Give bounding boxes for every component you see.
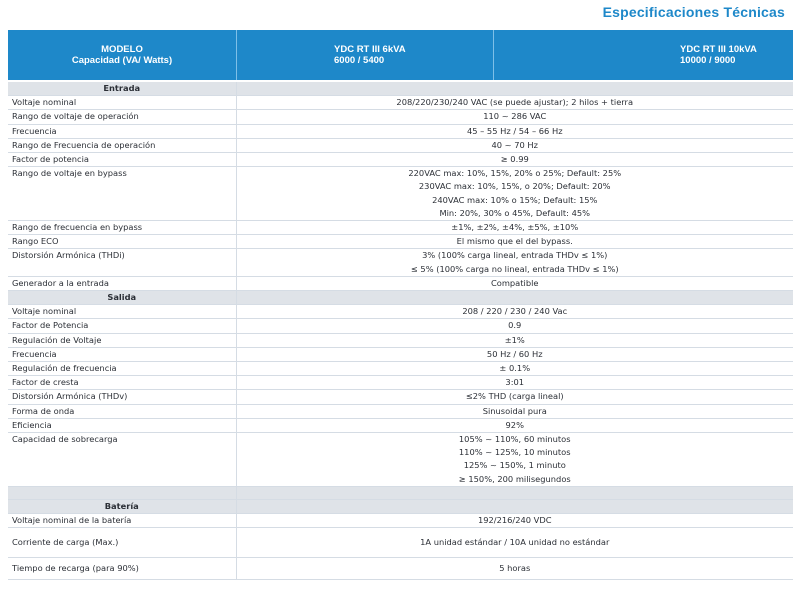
spec-value-line: ≥ 0.99 — [500, 154, 529, 165]
spec-label: Regulación de frecuencia — [8, 362, 236, 376]
table-row — [8, 433, 793, 487]
spec-value — [236, 249, 793, 276]
spec-value-line: ≤ 5% (100% carga no lineal, entrada THDv ≤ 1%) — [410, 263, 619, 274]
spec-value-line: 125% ~ 150%, 1 minuto — [463, 460, 566, 471]
spec-label: Voltaje nominal — [8, 96, 236, 110]
header-6kva-model: YDC RT III 6kVA — [334, 44, 406, 55]
spec-label: Capacidad de sobrecarga — [8, 433, 236, 487]
spec-label: Tiempo de recarga (para 90%) — [8, 558, 236, 580]
spec-value-line: 110% ~ 125%, 10 minutos — [458, 447, 571, 458]
spec-value-line: 40 ~ 70 Hz — [491, 139, 539, 150]
table-row — [8, 514, 793, 528]
spec-value — [236, 333, 793, 347]
spec-value-line: 110 ~ 286 VAC — [483, 111, 547, 122]
spec-value-line: 192/216/240 VDC — [477, 515, 552, 526]
table-row — [8, 235, 793, 249]
spec-label: Rango de voltaje de operación — [8, 110, 236, 124]
header-10kva-model: YDC RT III 10kVA — [680, 44, 757, 55]
table-row — [8, 362, 793, 376]
spec-label: Factor de cresta — [8, 376, 236, 390]
header-10kva-capacity: 10000 / 9000 — [680, 55, 736, 66]
spec-value — [236, 404, 793, 418]
header-10kva-cell — [493, 30, 793, 80]
spec-value — [236, 110, 793, 124]
table-row — [8, 153, 793, 167]
table-row — [8, 418, 793, 432]
table-row — [8, 528, 793, 558]
table-row — [8, 96, 793, 110]
spec-value — [236, 276, 793, 290]
spec-label: Rango de voltaje en bypass — [8, 167, 236, 221]
spec-value-line: Compatible — [490, 277, 539, 288]
spec-label: Eficiencia — [8, 418, 236, 432]
spec-label: Distorsión Armónica (THDv) — [8, 390, 236, 404]
spec-value — [236, 167, 793, 221]
spec-value-line: 3:01 — [505, 377, 525, 388]
spec-label: Factor de Potencia — [8, 319, 236, 333]
spec-label: Regulación de Voltaje — [8, 333, 236, 347]
spec-value — [236, 558, 793, 580]
table-row — [8, 376, 793, 390]
spec-label: Frecuencia — [8, 347, 236, 361]
header-model-cell — [8, 30, 236, 80]
spec-value — [236, 96, 793, 110]
spec-label: Rango ECO — [8, 235, 236, 249]
spec-value — [236, 138, 793, 152]
spec-label: Voltaje nominal de la batería — [8, 514, 236, 528]
spec-value-line: 0.9 — [508, 320, 522, 331]
spec-value-line: ±1%, ±2%, ±4%, ±5%, ±10% — [451, 222, 579, 233]
header-6kva-capacity: 6000 / 5400 — [334, 55, 385, 66]
spec-value-line: 45 – 55 Hz / 54 – 66 Hz — [466, 125, 563, 136]
spec-value-line: ± 0.1% — [499, 363, 531, 374]
section-spacer — [8, 486, 793, 499]
spec-value — [236, 418, 793, 432]
table-row — [8, 390, 793, 404]
section-title: Batería — [8, 499, 236, 513]
spec-value — [236, 153, 793, 167]
spec-label: Generador a la entrada — [8, 276, 236, 290]
spec-value — [236, 362, 793, 376]
table-row — [8, 167, 793, 221]
spec-label: Distorsión Armónica (THDi) — [8, 249, 236, 276]
table-row — [8, 110, 793, 124]
spec-value — [236, 319, 793, 333]
spec-value-line: 240VAC max: 10% o 15%; Default: 15% — [432, 194, 598, 205]
header-capacity-label: Capacidad (VA/ Watts) — [71, 55, 173, 66]
spec-value-line: 208 / 220 / 230 / 240 Vac — [462, 306, 568, 317]
spec-label: Factor de potencia — [8, 153, 236, 167]
table-row — [8, 558, 793, 580]
spec-value-line: 3% (100% carga lineal, entrada THDv ≤ 1%) — [422, 250, 608, 261]
table-row — [8, 333, 793, 347]
spec-value-line: ≥ 150%, 200 milisegundos — [458, 473, 571, 484]
spec-value — [236, 376, 793, 390]
header-6kva-cell — [236, 30, 493, 80]
section-salida — [8, 291, 793, 305]
spec-value-line: 230VAC max: 10%, 15%, o 20%; Default: 20% — [418, 181, 611, 192]
header-model-label: MODELO — [101, 44, 143, 55]
spec-value-line: 208/220/230/240 VAC (se puede ajustar); 2 hilos + tierra — [396, 97, 634, 108]
spec-label: Frecuencia — [8, 124, 236, 138]
spec-value-line: 50 Hz / 60 Hz — [486, 348, 543, 359]
spec-value — [236, 514, 793, 528]
table-row — [8, 319, 793, 333]
section-bateria — [8, 499, 793, 513]
spec-value-line: Min: 20%, 30% o 45%, Default: 45% — [439, 207, 591, 218]
spec-value — [236, 528, 793, 558]
spec-value-line: 220VAC max: 10%, 15%, 20% o 25%; Default: 25% — [408, 168, 622, 179]
spec-label: Corriente de carga (Max.) — [8, 528, 236, 558]
spec-value — [236, 433, 793, 487]
table-row — [8, 138, 793, 152]
spec-value-line: 1A unidad estándar / 10A unidad no estándar — [420, 537, 610, 548]
table-row — [8, 404, 793, 418]
table-row — [8, 305, 793, 319]
spec-value — [236, 305, 793, 319]
spec-value-line: 92% — [505, 419, 524, 430]
spec-label: Rango de frecuencia en bypass — [8, 221, 236, 235]
spec-value — [236, 235, 793, 249]
section-title: Entrada — [8, 82, 236, 96]
spec-value-line: 105% ~ 110%, 60 minutos — [458, 434, 571, 445]
spec-value-line: Sinusoidal pura — [482, 405, 547, 416]
spec-value — [236, 347, 793, 361]
table-header — [8, 30, 793, 80]
table-row — [8, 276, 793, 290]
spec-value-line: El mismo que el del bypass. — [456, 236, 573, 247]
table-row — [8, 124, 793, 138]
spec-value-line: ±1% — [504, 334, 525, 345]
section-entrada — [8, 82, 793, 96]
section-title: Salida — [8, 291, 236, 305]
table-row — [8, 221, 793, 235]
spec-value-line: ≤2% THD (carga lineal) — [465, 391, 564, 402]
spec-value-line: 5 horas — [499, 563, 531, 574]
spec-label: Forma de onda — [8, 404, 236, 418]
table-row — [8, 347, 793, 361]
table-row — [8, 249, 793, 276]
page-title: Especificaciones Técnicas — [602, 4, 785, 20]
spec-value — [236, 124, 793, 138]
spec-value — [236, 221, 793, 235]
spec-value — [236, 390, 793, 404]
spec-label: Voltaje nominal — [8, 305, 236, 319]
spec-table — [8, 82, 793, 580]
spec-label: Rango de Frecuencia de operación — [8, 138, 236, 152]
